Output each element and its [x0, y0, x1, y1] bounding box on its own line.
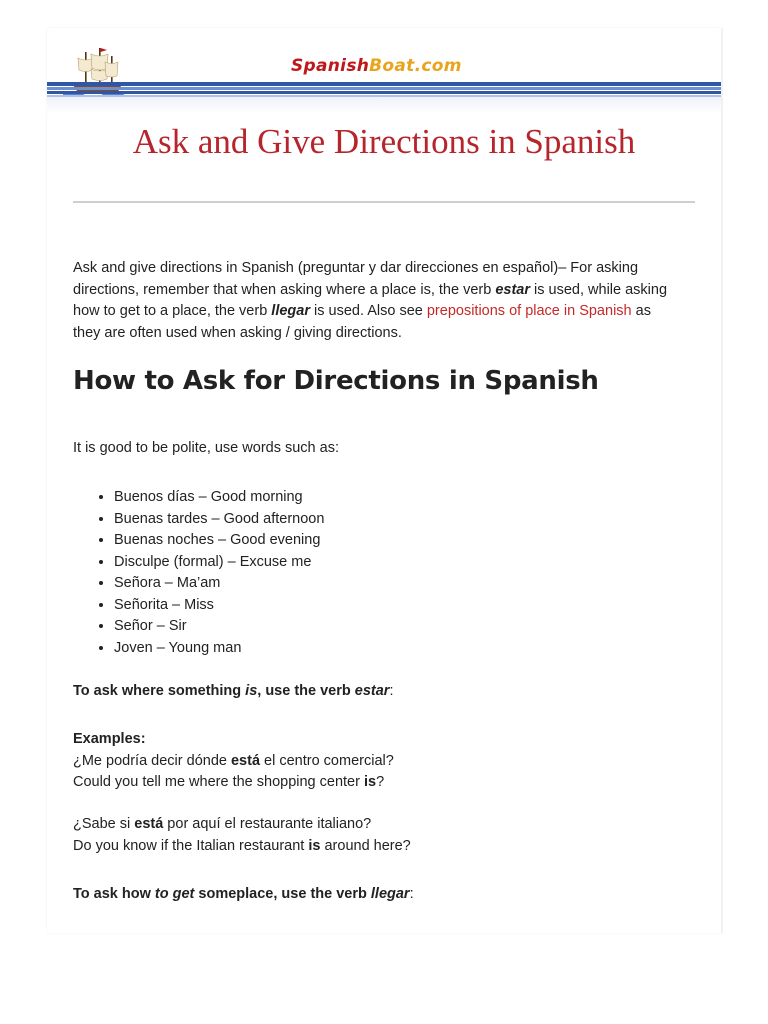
where-text: , use the verb — [257, 683, 355, 699]
example-text: ¿Sabe si — [73, 816, 135, 832]
examples-block-1 — [73, 729, 394, 794]
greeting-list-item: • Buenos días – Good morning — [114, 487, 324, 509]
how-text: someplace, use the verb — [194, 886, 371, 902]
example-verb: is — [308, 837, 321, 854]
greeting-list-item: • Buenas noches – Good evening — [114, 530, 324, 552]
where-text: To ask where something — [73, 683, 246, 699]
example-verb: is — [363, 774, 377, 790]
site-logo[interactable] — [291, 56, 462, 76]
intro-text: is used, while asking how to get to a place, the verb — [73, 281, 668, 319]
greetings-list — [73, 487, 324, 659]
where-is: is — [245, 683, 258, 699]
intro-paragraph — [73, 258, 673, 344]
logo-text-boat: Boat.com — [369, 56, 462, 76]
where-colon: : — [389, 683, 394, 699]
example-text: por aquí el restaurante italiano? — [163, 816, 372, 832]
logo-text-spanish: Spanish — [291, 56, 370, 76]
how-llegar: llegar — [370, 886, 410, 902]
examples-block-2 — [73, 814, 411, 857]
intro-text: as they are often used when asking / giving directions. — [73, 303, 651, 341]
how-instruction — [73, 884, 414, 906]
greeting-list-item: • Buenas tardes – Good afternoon — [114, 509, 324, 531]
site-header — [47, 28, 721, 114]
example-translation: Do you know if the Italian restaurant — [73, 837, 309, 854]
greeting-list-item: • Disculpe (formal) – Excuse me — [114, 552, 324, 574]
greeting-list-item: • Señorita – Miss — [114, 595, 324, 617]
polite-text: It is good to be polite, use words such as: — [73, 440, 339, 456]
example-translation: ? — [376, 774, 385, 790]
greeting-list-item: • Señor – Sir — [114, 616, 324, 638]
intro-verb-estar: estar — [495, 281, 530, 298]
intro-text: is used. Also see — [309, 303, 427, 319]
prepositions-link[interactable]: prepositions of place in Spanish — [426, 303, 632, 319]
example-text: ¿Me podría decir dónde — [73, 752, 231, 769]
example-verb: está — [134, 816, 164, 832]
intro-verb-llegar: llegar — [271, 303, 310, 319]
how-colon: : — [409, 886, 414, 902]
header-stripe — [47, 80, 721, 114]
page-title: Ask and Give Directions in Spanish — [132, 122, 636, 161]
intro-text: Ask and give directions in Spanish (preguntar y dar direcciones en español)– For asking directions, remember that when asking where a place is, the verb — [73, 260, 639, 298]
how-text: To ask how — [73, 886, 155, 902]
document-page — [47, 28, 721, 933]
page-edge-shadow — [721, 28, 723, 933]
where-instruction — [73, 681, 393, 703]
greeting-list-item: • Señora – Ma’am — [114, 573, 324, 595]
example-translation: around here? — [320, 837, 411, 854]
title-divider — [73, 201, 695, 203]
how-to-get: to get — [154, 886, 195, 902]
examples-label: Examples: — [73, 731, 146, 747]
example-translation: Could you tell me where the shopping center — [73, 774, 364, 790]
section-heading: How to Ask for Directions in Spanish — [73, 366, 599, 396]
greeting-list-item: • Joven – Young man — [114, 638, 324, 660]
where-estar: estar — [354, 683, 390, 699]
example-text: el centro comercial? — [260, 752, 394, 769]
example-verb: está — [230, 752, 261, 769]
